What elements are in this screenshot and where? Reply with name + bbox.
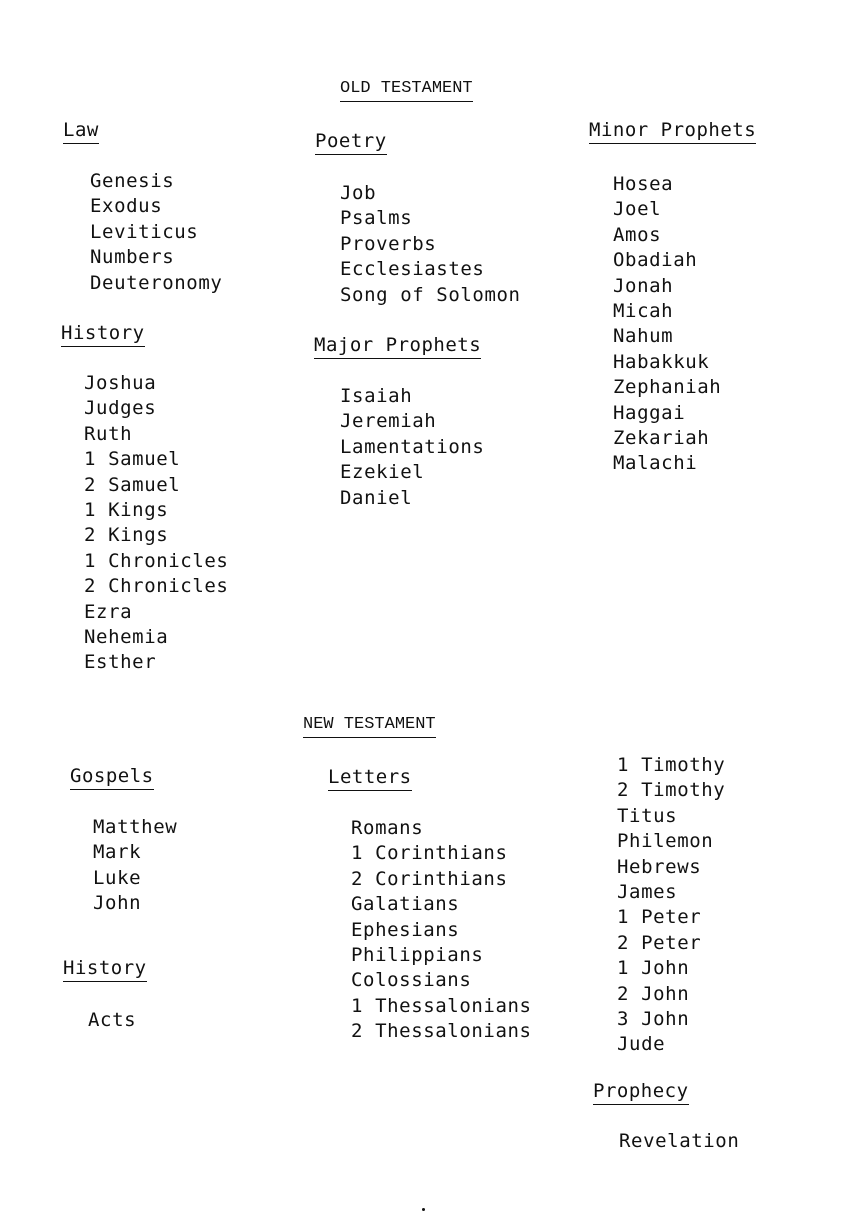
book-item: Nehemia bbox=[84, 625, 169, 648]
nt-history-heading: History bbox=[63, 957, 147, 982]
book-item: 1 Corinthians bbox=[351, 842, 508, 865]
new-testament-title: NEW TESTAMENT bbox=[303, 715, 436, 738]
book-item: Revelation bbox=[619, 1130, 740, 1152]
book-item: Daniel bbox=[340, 486, 413, 509]
book-item: Obadiah bbox=[613, 249, 698, 272]
book-item: Matthew bbox=[93, 816, 178, 838]
law-heading: Law bbox=[63, 119, 99, 144]
book-item: Isaiah bbox=[340, 385, 413, 407]
book-item: Colossians bbox=[351, 969, 472, 992]
book-item: 2 Timothy bbox=[617, 779, 726, 802]
nt-history-list bbox=[88, 1008, 136, 1033]
book-item: Haggai bbox=[613, 401, 686, 424]
book-item: Hebrews bbox=[617, 855, 702, 878]
book-item: Micah bbox=[613, 299, 674, 322]
book-item: Joshua bbox=[84, 372, 157, 394]
major-prophets-heading: Major Prophets bbox=[314, 334, 481, 359]
book-item: Song of Solomon bbox=[340, 283, 521, 306]
book-item: 2 John bbox=[617, 982, 690, 1005]
book-item: Genesis bbox=[90, 170, 175, 192]
book-item: 2 Peter bbox=[617, 931, 702, 954]
book-item: Proverbs bbox=[340, 232, 437, 255]
book-item: Habakkuk bbox=[613, 350, 710, 373]
book-item: 3 John bbox=[617, 1007, 690, 1030]
book-item: Ruth bbox=[84, 422, 133, 445]
letters-list bbox=[351, 816, 532, 1045]
book-item: Jonah bbox=[613, 274, 674, 297]
prophecy-heading: Prophecy bbox=[593, 1080, 689, 1105]
book-item: Malachi bbox=[613, 452, 698, 475]
book-item: 1 John bbox=[617, 957, 690, 980]
book-item: Philemon bbox=[617, 830, 714, 853]
book-item: Leviticus bbox=[90, 220, 199, 243]
book-item: 2 Chronicles bbox=[84, 575, 229, 598]
book-item: James bbox=[617, 880, 678, 903]
book-item: 2 Thessalonians bbox=[351, 1020, 532, 1043]
book-item: 1 Samuel bbox=[84, 448, 181, 471]
minor-prophets-list bbox=[613, 172, 721, 477]
book-item: Ezra bbox=[84, 600, 133, 623]
book-item: 2 Kings bbox=[84, 524, 169, 547]
book-item: 1 Timothy bbox=[617, 754, 726, 776]
book-item: Job bbox=[340, 182, 377, 204]
book-item: Ecclesiastes bbox=[340, 258, 485, 281]
major-prophets-list bbox=[340, 384, 484, 511]
book-item: Ezekiel bbox=[340, 461, 425, 484]
book-item: Hosea bbox=[613, 173, 674, 195]
book-item: Philippians bbox=[351, 943, 484, 966]
book-item: 2 Corinthians bbox=[351, 867, 508, 890]
book-item: Judges bbox=[84, 397, 157, 420]
book-item: Nahum bbox=[613, 325, 674, 348]
book-item: Exodus bbox=[90, 195, 163, 218]
ot-history-list bbox=[84, 371, 228, 676]
poetry-heading: Poetry bbox=[315, 130, 387, 155]
letters-continued-list bbox=[617, 753, 725, 1058]
book-item: Galatians bbox=[351, 893, 460, 916]
book-item: Zekariah bbox=[613, 426, 710, 449]
book-item: Titus bbox=[617, 804, 678, 827]
book-item: Mark bbox=[93, 841, 142, 864]
book-item: Amos bbox=[613, 223, 662, 246]
law-list bbox=[90, 169, 222, 296]
book-item: Esther bbox=[84, 651, 157, 674]
prophecy-list bbox=[619, 1129, 739, 1154]
book-item: Joel bbox=[613, 198, 662, 221]
book-item: Psalms bbox=[340, 207, 413, 230]
book-item: Jude bbox=[617, 1033, 666, 1056]
poetry-list bbox=[340, 181, 521, 308]
old-testament-title: OLD TESTAMENT bbox=[340, 79, 473, 102]
book-item: 2 Samuel bbox=[84, 473, 181, 496]
book-item: Acts bbox=[88, 1009, 137, 1031]
book-item: Lamentations bbox=[340, 435, 485, 458]
minor-prophets-heading: Minor Prophets bbox=[589, 119, 756, 144]
book-item: Numbers bbox=[90, 246, 175, 269]
book-item: Luke bbox=[93, 866, 142, 889]
book-item: 1 Kings bbox=[84, 498, 169, 521]
gospels-heading: Gospels bbox=[70, 765, 154, 790]
book-item: 1 Thessalonians bbox=[351, 994, 532, 1017]
ot-history-heading: History bbox=[61, 322, 145, 347]
book-item: 1 Chronicles bbox=[84, 549, 229, 572]
book-item: Ephesians bbox=[351, 918, 460, 941]
book-item: John bbox=[93, 892, 142, 915]
stray-ink-mark bbox=[422, 1208, 425, 1211]
book-item: Jeremiah bbox=[340, 410, 437, 433]
gospels-list bbox=[93, 815, 177, 917]
book-item: Romans bbox=[351, 817, 424, 839]
book-item: 1 Peter bbox=[617, 906, 702, 929]
book-item: Zephaniah bbox=[613, 376, 722, 399]
book-item: Deuteronomy bbox=[90, 271, 223, 294]
letters-heading: Letters bbox=[328, 766, 412, 791]
